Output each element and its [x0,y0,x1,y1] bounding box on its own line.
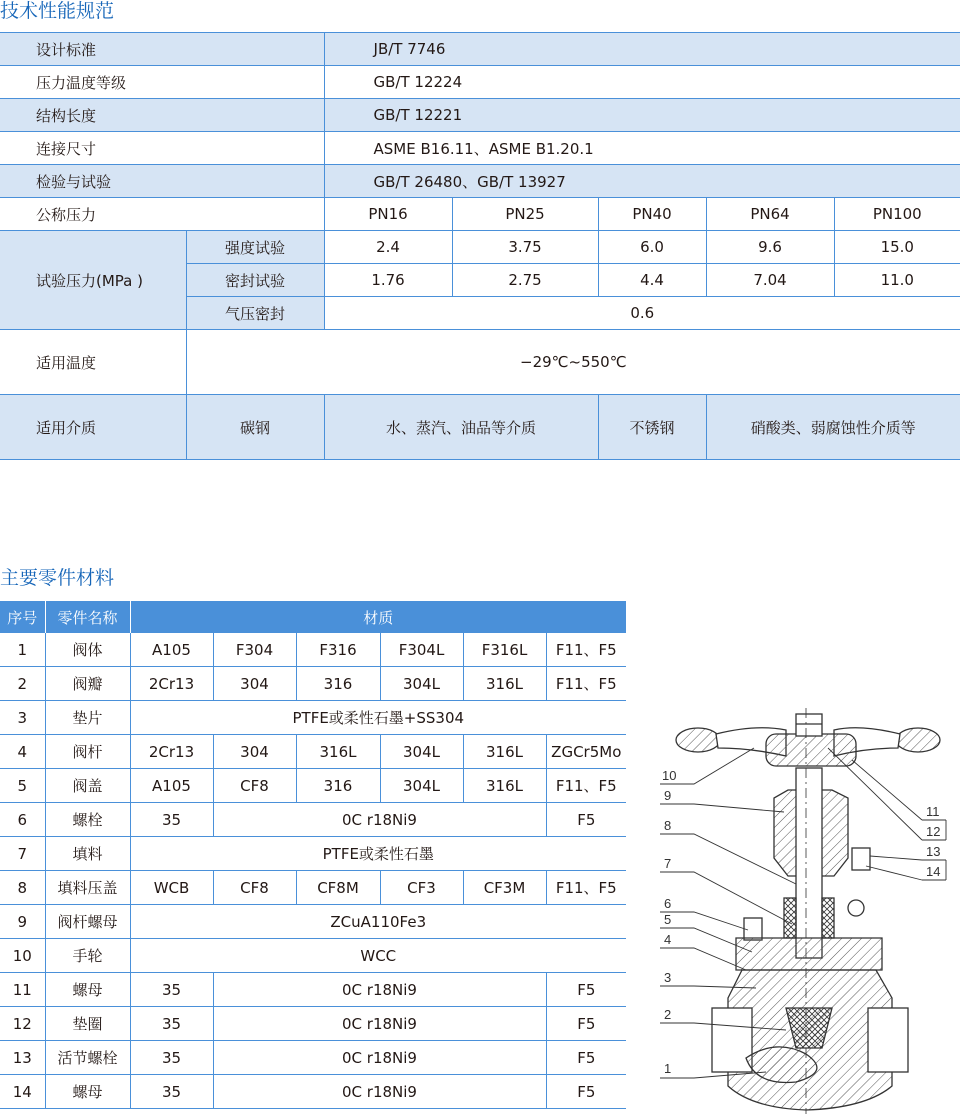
part-material: 0C r18Ni9 [213,1041,546,1075]
parts-row [0,1007,626,1041]
parts-table [0,601,626,1109]
spec-row-connection [0,132,960,165]
part-name: 螺母 [45,1075,130,1109]
part-name: 垫片 [45,701,130,735]
part-material: 35 [130,803,213,837]
header-material: 材质 [130,601,626,633]
spec-row-design-std [0,33,960,66]
part-material: 304L [380,769,463,803]
part-name: 活节螺栓 [45,1041,130,1075]
part-material: 316L [463,769,546,803]
part-material: F11、F5 [546,633,626,667]
callout-9: 9 [664,788,672,803]
part-number: 11 [0,973,45,1007]
part-name: 垫圈 [45,1007,130,1041]
part-material: CF3 [380,871,463,905]
nominal-value: PN100 [834,198,960,231]
test-pressure-label: 试验压力(MPa ) [0,231,186,330]
spec-label: 适用温度 [0,330,186,395]
strength-value: 3.75 [452,231,598,264]
spec-label: 设计标准 [0,33,324,66]
part-material: A105 [130,769,213,803]
callout-14: 14 [926,864,941,879]
part-number: 1 [0,633,45,667]
part-number: 7 [0,837,45,871]
parts-header-row [0,601,626,633]
part-material: 304 [213,735,296,769]
part-name: 阀体 [45,633,130,667]
callout-6: 6 [664,896,672,911]
test-sublabel: 密封试验 [186,264,324,297]
spec-label: 公称压力 [0,198,324,231]
spec-table [0,33,960,460]
part-material: 304 [213,667,296,701]
parts-row [0,939,626,973]
part-material: CF8 [213,871,296,905]
part-material: 0C r18Ni9 [213,1007,546,1041]
callout-11: 11 [926,804,940,819]
callout-1: 1 [664,1061,672,1076]
part-material: 0C r18Ni9 [213,803,546,837]
spec-value: JB/T 7746 [324,33,960,66]
part-material: 35 [130,973,213,1007]
spec-value: GB/T 12221 [324,99,960,132]
part-name: 阀瓣 [45,667,130,701]
header-name: 零件名称 [45,601,130,633]
part-material: F5 [546,1007,626,1041]
part-material: F11、F5 [546,667,626,701]
part-material: 2Cr13 [130,735,213,769]
part-material: PTFE或柔性石墨+SS304 [130,701,626,735]
part-material: WCB [130,871,213,905]
part-material: F5 [546,1041,626,1075]
part-material: 304L [380,667,463,701]
part-number: 8 [0,871,45,905]
seal-value: 4.4 [598,264,706,297]
seal-value: 7.04 [706,264,834,297]
part-number: 6 [0,803,45,837]
part-material: 316 [296,769,380,803]
part-material: F5 [546,803,626,837]
spec-row-nominal [0,198,960,231]
callout-3: 3 [664,970,672,985]
part-number: 2 [0,667,45,701]
parts-row [0,633,626,667]
part-material: F316L [463,633,546,667]
parts-row [0,701,626,735]
part-material: 316L [296,735,380,769]
part-material: WCC [130,939,626,973]
part-number: 12 [0,1007,45,1041]
part-material: ZGCr5Mo [546,735,626,769]
part-number: 9 [0,905,45,939]
part-material: CF8M [296,871,380,905]
part-material: 304L [380,735,463,769]
part-material: A105 [130,633,213,667]
spec-value: ASME B16.11、ASME B1.20.1 [324,132,960,165]
medium-cell: 碳钢 [186,395,324,460]
part-material: PTFE或柔性石墨 [130,837,626,871]
spec-row-inspection [0,165,960,198]
medium-cell: 硝酸类、弱腐蚀性介质等 [706,395,960,460]
spec-label: 连接尺寸 [0,132,324,165]
part-name: 手轮 [45,939,130,973]
seal-value: 11.0 [834,264,960,297]
nominal-value: PN16 [324,198,452,231]
parts-row [0,905,626,939]
part-material: F304 [213,633,296,667]
part-material: CF8 [213,769,296,803]
part-material: 2Cr13 [130,667,213,701]
part-name: 阀杆 [45,735,130,769]
parts-row [0,803,626,837]
parts-row [0,735,626,769]
medium-cell: 水、蒸汽、油品等介质 [324,395,598,460]
callout-12: 12 [926,824,941,839]
header-no: 序号 [0,601,45,633]
part-number: 3 [0,701,45,735]
parts-row [0,1075,626,1109]
bonnet [736,768,882,970]
part-name: 螺母 [45,973,130,1007]
parts-row [0,973,626,1007]
spec-label: 结构长度 [0,99,324,132]
part-material: F304L [380,633,463,667]
part-name: 螺栓 [45,803,130,837]
spec-row-temperature [0,330,960,395]
nominal-value: PN64 [706,198,834,231]
strength-value: 2.4 [324,231,452,264]
spec-row-length [0,99,960,132]
parts-body [0,633,626,1109]
part-material: F11、F5 [546,769,626,803]
parts-row [0,871,626,905]
part-number: 4 [0,735,45,769]
part-material: ZCuA110Fe3 [130,905,626,939]
spec-label: 适用介质 [0,395,186,460]
test-sublabel: 强度试验 [186,231,324,264]
spec-row-strength [0,231,960,264]
spec-row-pt-rating [0,66,960,99]
part-material: 316L [463,735,546,769]
part-number: 10 [0,939,45,973]
part-name: 阀杆螺母 [45,905,130,939]
part-name: 阀盖 [45,769,130,803]
medium-cell: 不锈钢 [598,395,706,460]
part-material: CF3M [463,871,546,905]
parts-row [0,837,626,871]
parts-row [0,1041,626,1075]
part-material: F5 [546,1075,626,1109]
air-value: 0.6 [324,297,960,330]
part-material: 316L [463,667,546,701]
part-name: 填料压盖 [45,871,130,905]
part-number: 5 [0,769,45,803]
spec-section-title: 技术性能规范 [0,0,115,22]
temperature-value: −29℃~550℃ [186,330,960,395]
strength-value: 15.0 [834,231,960,264]
test-sublabel: 气压密封 [186,297,324,330]
strength-value: 9.6 [706,231,834,264]
callout-13: 13 [926,844,941,859]
part-material: F316 [296,633,380,667]
seal-value: 2.75 [452,264,598,297]
part-material: 0C r18Ni9 [213,973,546,1007]
handwheel [676,714,940,766]
part-material: 35 [130,1041,213,1075]
spec-value: GB/T 26480、GB/T 13927 [324,165,960,198]
callout-8: 8 [664,818,672,833]
part-material: 35 [130,1075,213,1109]
callout-2: 2 [664,1007,672,1022]
callout-10: 10 [662,768,677,783]
parts-row [0,667,626,701]
part-material: F11、F5 [546,871,626,905]
part-material: 0C r18Ni9 [213,1075,546,1109]
spec-value: GB/T 12224 [324,66,960,99]
part-name: 填料 [45,837,130,871]
part-material: F5 [546,973,626,1007]
spec-label: 压力温度等级 [0,66,324,99]
part-number: 14 [0,1075,45,1109]
part-material: 35 [130,1007,213,1041]
nominal-value: PN40 [598,198,706,231]
part-number: 13 [0,1041,45,1075]
part-material: 316 [296,667,380,701]
callout-7: 7 [664,856,672,871]
spec-row-medium [0,395,960,460]
parts-row [0,769,626,803]
seal-value: 1.76 [324,264,452,297]
spec-label: 检验与试验 [0,165,324,198]
valve-drawing [656,708,956,1114]
callout-5: 5 [664,912,672,927]
parts-section-title: 主要零件材料 [0,567,115,589]
nominal-value: PN25 [452,198,598,231]
strength-value: 6.0 [598,231,706,264]
callout-4: 4 [664,932,672,947]
